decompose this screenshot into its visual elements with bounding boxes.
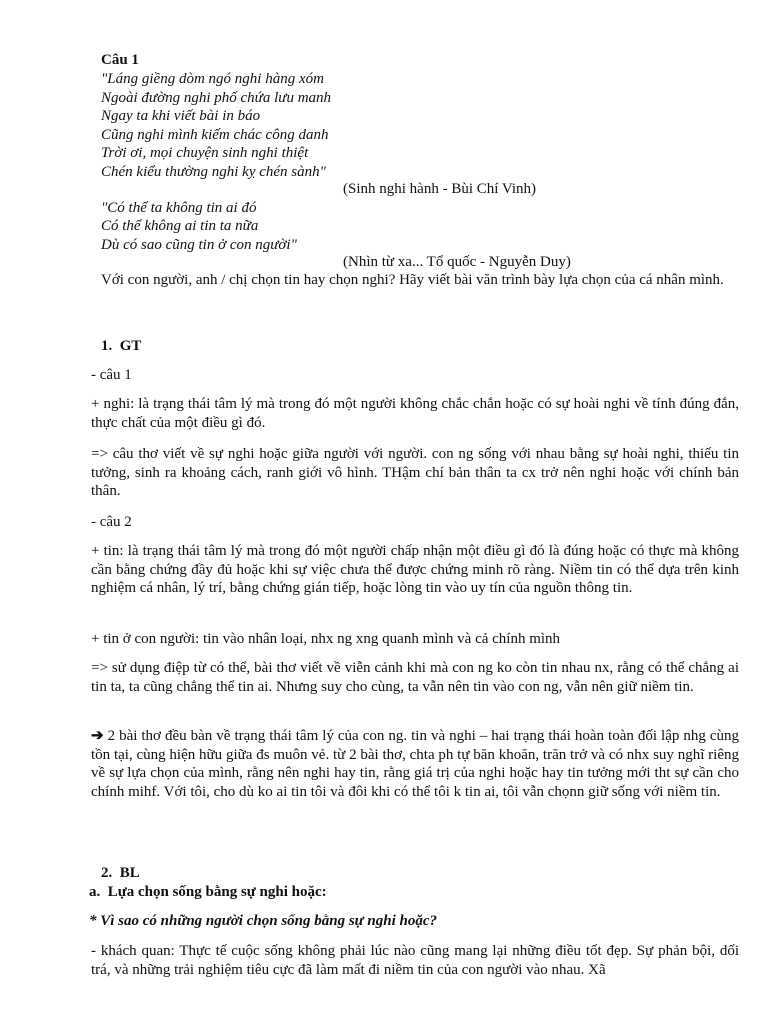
poem1-line: "Láng giềng dòm ngó nghi hàng xóm (101, 71, 324, 87)
poem1-line: Trời ơi, mọi chuyện sinh nghi thiệt (101, 145, 309, 161)
section2-number: 2. (101, 865, 113, 881)
poem2-line: Có thể không ai tin ta nữa (101, 218, 259, 234)
poem1-line: Ngay ta khi viết bài in báo (101, 108, 261, 124)
poem1-line: Ngoài đường nghi phố chứa lưu manh (101, 89, 332, 106)
paragraph-tin-con-nguoi: + tin ở con người: tin vào nhân loại, nhx ng xng quanh mình và cả chính mình (91, 631, 561, 647)
paragraph-conclusion1: => câu thơ viết về sự nghi hoặc giữa người với người. con ng sống với nhau bằng sự hoài nghi, thiếu tin tưởng, sinh ra khoảng cách, ranh giới vô hình. THậm chí bản thân ta cx trở nên nghi hoặc với chính bản thân. (91, 446, 739, 499)
question-heading: * Vì sao có những người chọn sống bằng sự nghi hoặc? (89, 913, 438, 929)
cau2-label: - câu 2 (91, 514, 132, 530)
paragraph-tin: + tin: là trạng thái tâm lý mà trong đó một người chấp nhận một điều gì đó là đúng hoặc có thực mà không cần bằng chứng đầy đủ hoặc khi sự việc chưa thể được chứng minh rõ ràng. Niềm tin có thể dựa trên kinh nghiệm cá nhân, lý trí, bằng chứng gián tiếp, hoặc lòng tin vào uy tín của nguồn thông tin. (91, 543, 739, 596)
subsection-a-title: Lựa chọn sống bằng sự nghi hoặc: (107, 884, 327, 900)
summary-text: 2 bài thơ đều bàn về trạng thái tâm lý của con ng. tin và nghi – hai trạng thái hoàn toàn đối lập nhg cùng tồn tại, cùng hiện hữu giữa đs muôn vẻ. từ 2 bài thơ, chta ph tự băn khoăn, trăn trở và có nhx suy nghĩ riêng về sự lựa chọn của mình, rằng nên nghi hay tin, rằng giá trị của nghi hoặc hay tin tưởng mới tht sự cần cho chính mihf. Với tôi, cho dù ko ai tin tôi và đôi khi có thể tôi k tin ai, tôi vẫn chọnn giữ sống với niềm tin. (91, 728, 739, 800)
poem1-line: Cũng nghi mình kiếm chác công danh (101, 126, 329, 143)
subsection-a-number: a. (89, 884, 101, 900)
cau1-label: - câu 1 (91, 367, 132, 383)
section1-heading (101, 337, 141, 356)
poem1-line: Chén kiểu thường nghi kỵ chén sành" (101, 163, 326, 180)
section2-heading (101, 864, 140, 883)
poem2-citation: (Nhìn từ xa... Tổ quốc - Nguyễn Duy) (343, 254, 571, 270)
essay-prompt: Với con người, anh / chị chọn tin hay chọn nghi? Hãy viết bài văn trình bày lựa chọn của cá nhân mình. (101, 272, 724, 288)
section1-number: 1. (101, 338, 113, 354)
paragraph-khach-quan: - khách quan: Thực tế cuộc sống không phải lúc nào cũng mang lại những điều tốt đẹp. Sự phản bội, dối trá, và những trải nghiệm tiêu cực đã làm mất đi niềm tin của con người vào nhau. Xã (91, 943, 739, 978)
paragraph-conclusion2: => sử dụng điệp từ có thể, bài thơ viết về viễn cảnh khi mà con ng ko còn tin nhau nx, rằng có thể chẳng ai tin ta, ta cũng chẳng thể tin ai. Nhưng suy cho cùng, ta vẫn nên tin vào con ng, vẫn nên giữ niềm tin. (91, 660, 739, 695)
section1-title: GT (119, 338, 142, 354)
poem2-line: "Có thể ta không tin ai đó (101, 199, 257, 216)
poem1-citation: (Sinh nghi hành - Bùi Chí Vinh) (343, 181, 536, 197)
section2-title: BL (119, 865, 140, 881)
arrow-right-icon: ➔ (91, 728, 104, 744)
paragraph-nghi: + nghi: là trạng thái tâm lý mà trong đó một người không chắc chắn hoặc có sự hoài nghi về tính đúng đắn, thực chất của một điều gì đó. (91, 396, 739, 431)
poem2-line: Dù có sao cũng tin ở con người" (101, 236, 297, 253)
paragraph-summary (91, 727, 739, 801)
subsection-a-heading (89, 883, 327, 902)
cau1-heading: Câu 1 (101, 52, 139, 68)
